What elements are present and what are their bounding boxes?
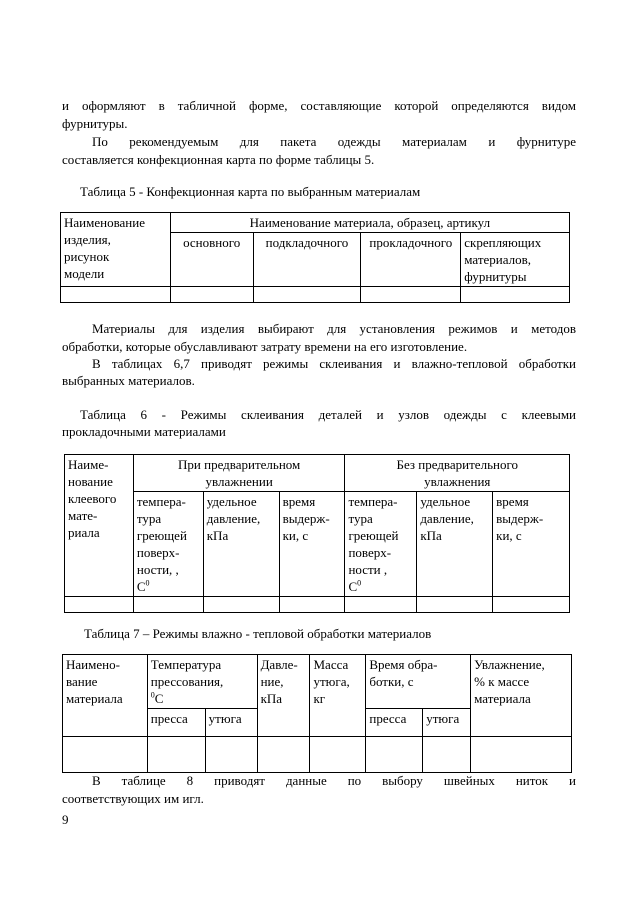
- table7-mass-header: Масса утюга, кг: [310, 655, 366, 737]
- para3-line-2: соответствующих им игл.: [62, 791, 204, 806]
- table5-caption: Таблица 5 - Конфекционная карта по выбранным материалам: [80, 184, 421, 199]
- table6-empty-cell: [279, 597, 345, 613]
- table7-temp-press: пресса: [147, 709, 205, 737]
- table7-empty-cell: [471, 737, 572, 773]
- table7-empty-cell: [147, 737, 205, 773]
- table7-humidity-header: Увлажнение, % к массе материала: [471, 655, 572, 737]
- table6-group-with-moistening: При предварительном увлажнении: [133, 455, 345, 492]
- table6-g1-pressure: удельное давление, кПа: [203, 492, 279, 597]
- table7-pressure-header: Давле- ние, кПа: [257, 655, 310, 737]
- table5-sub-interlining: прокладочного: [361, 233, 461, 287]
- table6-caption-line-1: Таблица 6 - Режимы склеивания деталей и узлов одежды с клеевыми: [80, 407, 576, 422]
- table6-g2-time: время выдерж- ки, с: [493, 492, 570, 597]
- intro-line-1: и оформляют в табличной форме, составляющие которой определяются видом: [62, 98, 576, 113]
- table7-empty-cell: [205, 737, 257, 773]
- table5-empty-cell: [170, 287, 253, 303]
- table7-temp-iron: утюга: [205, 709, 257, 737]
- table7-empty-cell: [63, 737, 148, 773]
- table7-caption: Таблица 7 – Режимы влажно - тепловой обработки материалов: [84, 626, 432, 641]
- table7-empty-cell: [423, 737, 471, 773]
- table5-sub-fastening: скрепляющих материалов, фурнитуры: [461, 233, 570, 287]
- table6-g1-time: время выдерж- ки, с: [279, 492, 345, 597]
- intro-line-2: фурнитуры.: [62, 116, 128, 131]
- table6-g1-temperature: темпера- тура греющей поверх- ности, , $С^0$: [133, 492, 203, 597]
- para2-line-2: обработки, которые обуславливают затрату времени на его изготовление.: [62, 339, 468, 354]
- table7-col1-header: Наимено- вание материала: [63, 655, 148, 737]
- table6-group-without-moistening: Без предварительного увлажнения: [345, 455, 570, 492]
- table7: [62, 654, 572, 773]
- table6-col1-header: Наиме- нование клеевого мате- риала: [65, 455, 134, 597]
- table7-empty-cell: [310, 737, 366, 773]
- table7-empty-cell: [257, 737, 310, 773]
- table5-empty-cell: [361, 287, 461, 303]
- table6-empty-cell: [133, 597, 203, 613]
- para2-line-1: Материалы для изделия выбирают для установления режимов и методов: [92, 321, 576, 336]
- table6-empty-cell: [493, 597, 570, 613]
- page-number: 9: [62, 812, 69, 827]
- table7-temperature-header: Температура прессования, $^0$С: [147, 655, 257, 709]
- para2-line-3: В таблицах 6,7 приводят режимы склеивания и влажно-тепловой обработки: [92, 356, 576, 371]
- table5-empty-cell: [61, 287, 171, 303]
- table5-col1-header: Наименование изделия, рисунок модели: [61, 213, 171, 287]
- intro-line-4: составляется конфекционная карта по форме таблицы 5.: [62, 152, 375, 167]
- table6-g2-pressure: удельное давление, кПа: [417, 492, 493, 597]
- table7-time-press: пресса: [366, 709, 423, 737]
- table6-empty-cell: [345, 597, 417, 613]
- table6-empty-cell: [203, 597, 279, 613]
- table6-empty-cell: [65, 597, 134, 613]
- table5-empty-cell: [253, 287, 361, 303]
- para3-line-1: В таблице 8 приводят данные по выбору швейных ниток и: [92, 773, 576, 788]
- table6-empty-cell: [417, 597, 493, 613]
- table5-sub-lining: подкладочного: [253, 233, 361, 287]
- table7-time-iron: утюга: [423, 709, 471, 737]
- table5-sub-main: основного: [170, 233, 253, 287]
- para2-line-4: выбранных материалов.: [62, 373, 195, 388]
- table6-caption-line-2: прокладочными материалами: [62, 424, 226, 439]
- table7-time-header: Время обра- ботки, с: [366, 655, 471, 709]
- table5-empty-cell: [461, 287, 570, 303]
- table7-empty-cell: [366, 737, 423, 773]
- table5-group-header: Наименование материала, образец, артикул: [170, 213, 569, 233]
- intro-line-3: По рекомендуемым для пакета одежды материалам и фурнитуре: [92, 134, 576, 149]
- table6: [64, 454, 570, 613]
- table6-g2-temperature: темпера- тура греющей поверх- ности , $С^0$: [345, 492, 417, 597]
- table5: [60, 212, 570, 303]
